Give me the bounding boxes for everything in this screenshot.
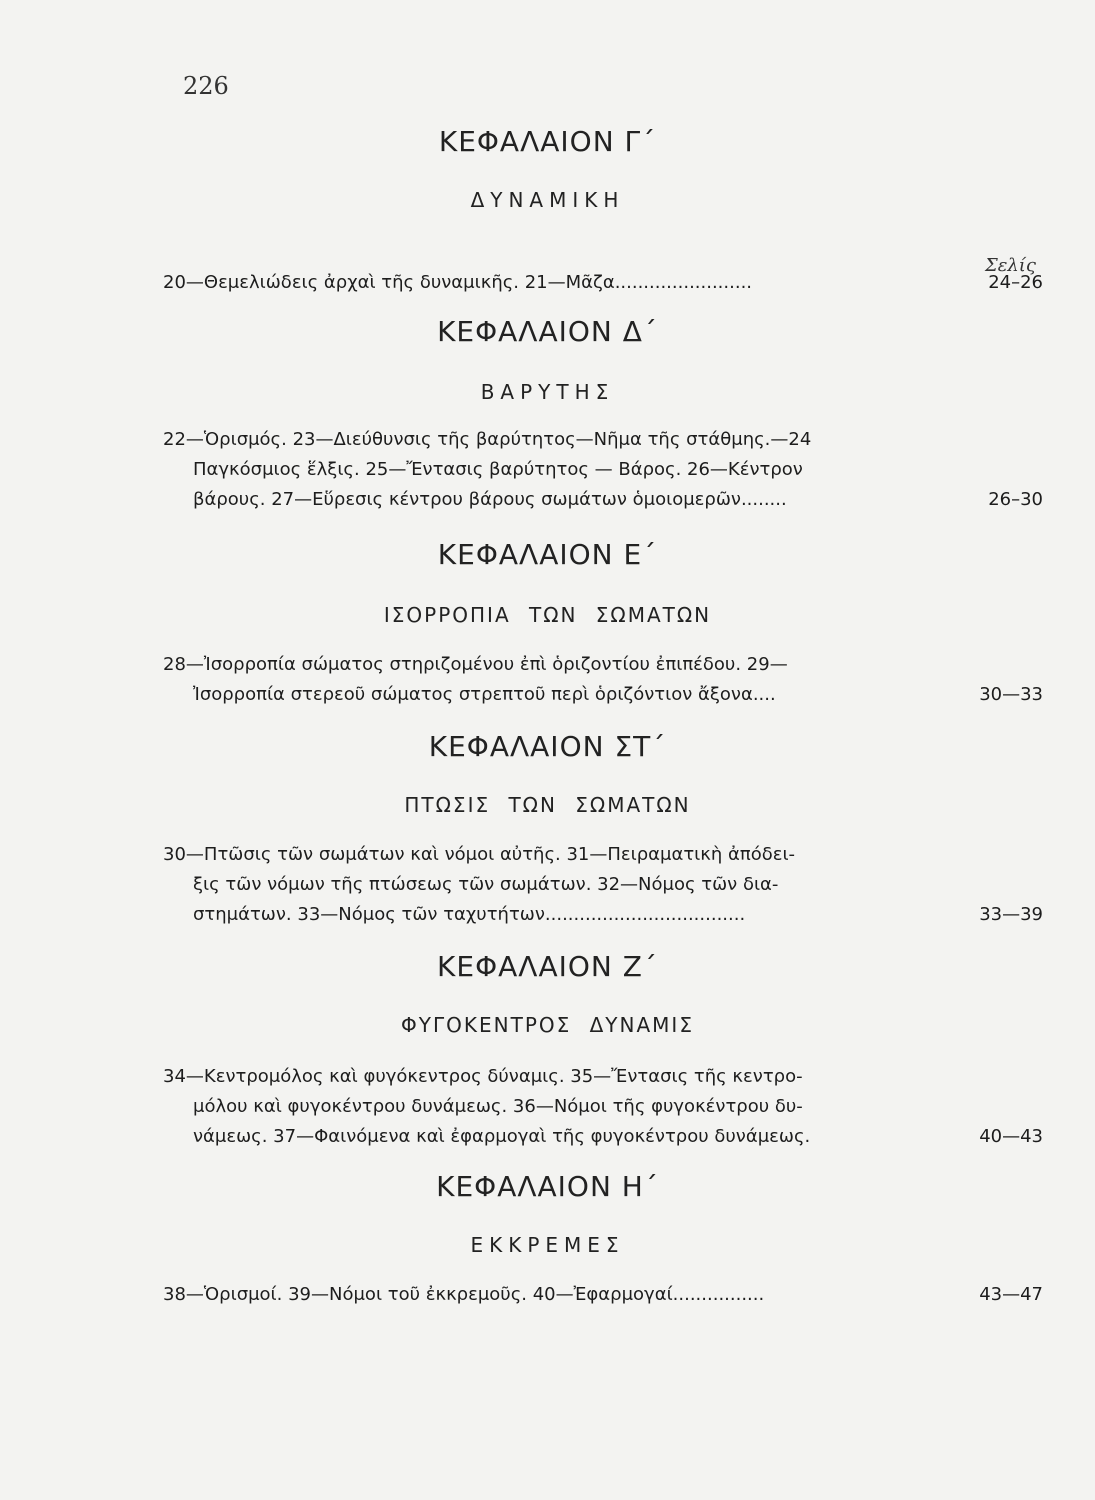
toc-entry-pages: 33—39 — [979, 904, 1043, 925]
chapter-subtitle-gamma: ΔΥΝΑΜΙΚΗ — [470, 188, 625, 212]
chapter-heading-eta: ΚΕΦΑΛΑΙΟΝ Η΄ — [436, 1170, 659, 1203]
toc-entry-text: μόλου καὶ φυγοκέντρου δυνάμεως. 36—Νόμοι τῆς φυγοκέντρου δυ- — [193, 1096, 803, 1117]
toc-entry-text: Ἰσορροπία στερεοῦ σώματος στρεπτοῦ περὶ ὁριζόντιον ἄξονα.... — [193, 684, 776, 705]
chapter-subtitle-zeta: ΦΥΓΟΚΕΝΤΡΟΣ ΔΥΝΑΜΙΣ — [401, 1013, 694, 1037]
toc-entry — [163, 840, 1043, 930]
toc-entry-text: 28—Ἰσορροπία σώματος στηριζομένου ἐπὶ ὁριζοντίου ἐπιπέδου. 29— — [163, 654, 788, 675]
toc-entry-text: Παγκόσμιος ἕλξις. 25—Ἔντασις βαρύτητος — Βάρος. 26—Κέντρον — [193, 459, 803, 480]
chapter-heading-epsilon: ΚΕΦΑΛΑΙΟΝ Ε΄ — [437, 538, 658, 571]
toc-entry-text: νάμεως. 37—Φαινόμενα καὶ ἐφαρμογαὶ τῆς φυγοκέντρου δυνάμεως. — [193, 1126, 811, 1147]
toc-entry-pages: 30—33 — [979, 684, 1043, 705]
chapter-heading-stigma: ΚΕΦΑΛΑΙΟΝ ΣΤ΄ — [428, 730, 667, 763]
pages-column-header: Σελίς — [985, 255, 1036, 276]
toc-entry-pages: 26–30 — [988, 489, 1043, 510]
toc-entry-text: 22—Ὁρισμός. 23—Διεύθυνσις τῆς βαρύτητος—Νῆμα τῆς στάθμης.—24 — [163, 429, 812, 450]
toc-entry-text: 30—Πτῶσις τῶν σωμάτων καὶ νόμοι αὐτῆς. 31—Πειραματικὴ ἀπόδει- — [163, 844, 796, 865]
toc-entry-pages: 40—43 — [979, 1126, 1043, 1147]
toc-entry-pages: 24–26 — [988, 272, 1043, 293]
toc-entry-text: 34—Κεντρομόλος καὶ φυγόκεντρος δύναμις. 35—Ἔντασις τῆς κεντρο- — [163, 1066, 803, 1087]
chapter-heading-delta: ΚΕΦΑΛΑΙΟΝ Δ΄ — [437, 315, 658, 348]
chapter-subtitle-epsilon: ΙΣΟΡΡΟΠΙΑ ΤΩΝ ΣΩΜΑΤΩΝ — [383, 603, 712, 627]
toc-entry — [163, 650, 1043, 710]
toc-entry — [163, 1062, 1043, 1152]
chapter-heading-zeta: ΚΕΦΑΛΑΙΟΝ Ζ΄ — [437, 950, 658, 983]
toc-entry-text: στημάτων. 33—Νόμος τῶν ταχυτήτων................................... — [193, 904, 746, 925]
toc-entry-text: 38—Ὁρισμοί. 39—Νόμοι τοῦ ἐκκρεμοῦς. 40—Ἐφαρμογαί................ — [163, 1284, 765, 1305]
toc-entry-text: ξις τῶν νόμων τῆς πτώσεως τῶν σωμάτων. 32—Νόμος τῶν δια- — [193, 874, 779, 895]
toc-entry — [163, 268, 1043, 298]
toc-entry-text: βάρους. 27—Εὕρεσις κέντρου βάρους σωμάτων ὁμοιομερῶν........ — [193, 489, 787, 510]
chapter-subtitle-delta: ΒΑΡΥΤΗΣ — [480, 380, 615, 404]
chapter-subtitle-eta: ΕΚΚΡΕΜΕΣ — [470, 1233, 625, 1257]
page-number: 226 — [183, 72, 229, 100]
toc-entry-text: 20—Θεμελιώδεις ἀρχαὶ τῆς δυναμικῆς. 21—Μᾶζα........................ — [163, 272, 753, 293]
toc-entry — [163, 425, 1043, 515]
chapter-subtitle-stigma: ΠΤΩΣΙΣ ΤΩΝ ΣΩΜΑΤΩΝ — [404, 793, 691, 817]
toc-entry — [163, 1280, 1043, 1310]
toc-entry-pages: 43—47 — [979, 1284, 1043, 1305]
chapter-heading-gamma: ΚΕΦΑΛΑΙΟΝ Γ΄ — [438, 125, 657, 158]
